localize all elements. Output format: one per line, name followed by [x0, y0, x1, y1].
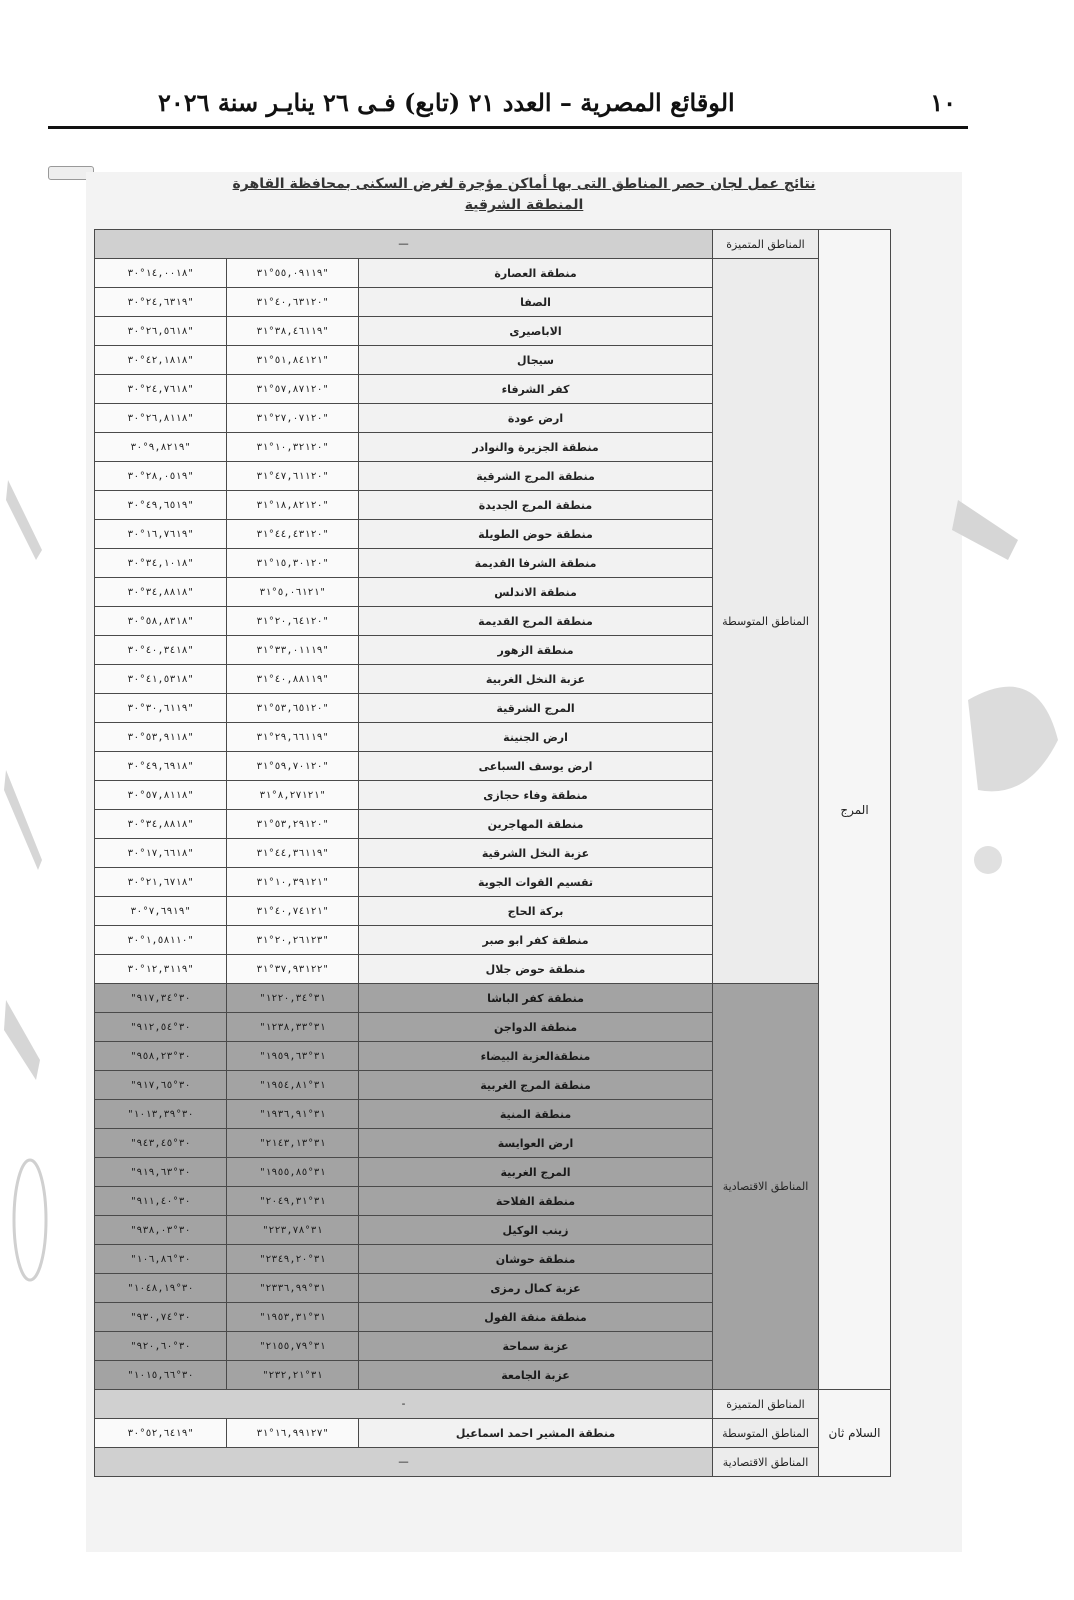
- area-cell: تقسيم القوات الجوية: [359, 868, 713, 897]
- lon-cell: "٥٨,٨٣١٨°٣٠: [95, 607, 227, 636]
- lon-cell: ٣٠°٩١٢,٥٤": [95, 1013, 227, 1042]
- area-cell: منطقة وفاء حجازى: [359, 781, 713, 810]
- lat-cell: "٢٠,٦٤١٢٠°٣١: [227, 607, 359, 636]
- empty-mark: —: [95, 230, 713, 259]
- area-cell: منطقة العصارة: [359, 259, 713, 288]
- lat-cell: "٢٠,٢٦١٢٣°٣١: [227, 926, 359, 955]
- lon-cell: ٣٠°٩٣٠,٧٤": [95, 1303, 227, 1332]
- area-cell: منطقة حوض الطويلة: [359, 520, 713, 549]
- lon-cell: "٢٨,٠٥١٩°٣٠: [95, 462, 227, 491]
- lon-cell: ٣٠°٩١٩,٦٣": [95, 1158, 227, 1187]
- area-cell: عزبة كمال رمزى: [359, 1274, 713, 1303]
- lon-cell: "٢٦,٨١١٨°٣٠: [95, 404, 227, 433]
- area-cell: منطقة حوشان: [359, 1245, 713, 1274]
- lon-cell: ٣٠°٩١٧,٣٤": [95, 984, 227, 1013]
- area-cell: منطقة المرج الغربية: [359, 1071, 713, 1100]
- lat-cell: "٨,٢٧١٢١°٣١: [227, 781, 359, 810]
- area-cell: عزبة النخل الغربية: [359, 665, 713, 694]
- category-label: المناطق المتميزة: [713, 230, 819, 259]
- lat-cell: "٥٣,٢٩١٢٠°٣١: [227, 810, 359, 839]
- lat-cell: "١٨,٨٢١٢٠°٣١: [227, 491, 359, 520]
- area-cell: زينب الوكيل: [359, 1216, 713, 1245]
- category-label: المناطق المتميزة: [713, 1390, 819, 1419]
- area-name: المرج: [819, 230, 891, 1390]
- area-cell: منطقة كفر الباشا: [359, 984, 713, 1013]
- lat-cell: ٣١°١٩٥٣,٣١": [227, 1303, 359, 1332]
- area-cell: الصفا: [359, 288, 713, 317]
- lon-cell: "٣٤,١٠١٨°٣٠: [95, 549, 227, 578]
- area-cell: منطقة حوض جلال: [359, 955, 713, 984]
- lon-cell: "٣٤,٨٨١٨°٣٠: [95, 810, 227, 839]
- area-cell: عزبة سماحة: [359, 1332, 713, 1361]
- area-cell: منطقة الفلاحة: [359, 1187, 713, 1216]
- lon-cell: "١٤,٠٠١٨°٣٠: [95, 259, 227, 288]
- lat-cell: "٣٨,٤٦١١٩°٣١: [227, 317, 359, 346]
- area-cell: عزبة النخل الشرقية: [359, 839, 713, 868]
- lon-cell: "١٢,٣١١٩°٣٠: [95, 955, 227, 984]
- area-cell: منطقة الاندلس: [359, 578, 713, 607]
- lon-cell: "٩,٨٢١٩°٣٠: [95, 433, 227, 462]
- area-cell: منطقة المهاجرين: [359, 810, 713, 839]
- lon-cell: "٣٠,٦١١٩°٣٠: [95, 694, 227, 723]
- lon-cell: "١٦,٧٦١٩°٣٠: [95, 520, 227, 549]
- lat-cell: "٣٧,٩٣١٢٢°٣١: [227, 955, 359, 984]
- lon-cell: "٤٩,٦٥١٩°٣٠: [95, 491, 227, 520]
- table-row: [95, 1390, 891, 1419]
- lon-cell: "٢١,٦٧١٨°٣٠: [95, 868, 227, 897]
- lon-cell: "٢٤,٦٣١٩°٣٠: [95, 288, 227, 317]
- lon-cell: ٣٠°١٠١٣,٣٩": [95, 1100, 227, 1129]
- lat-cell: ٣١°١٩٥٩,٦٣": [227, 1042, 359, 1071]
- table-row: [95, 1419, 891, 1448]
- table-row: [95, 230, 891, 259]
- lon-cell: "٢٦,٥٦١٨°٣٠: [95, 317, 227, 346]
- lon-cell: "٤٩,٦٩١٨°٣٠: [95, 752, 227, 781]
- lon-cell: ٣٠°٩٥٨,٢٣": [95, 1042, 227, 1071]
- lat-cell: ٣١°٢٢٣,٧٨": [227, 1216, 359, 1245]
- lat-cell: "٥٥,٠٩١١٩°٣١: [227, 259, 359, 288]
- lat-cell: "٥٧,٨٧١٢٠°٣١: [227, 375, 359, 404]
- lat-cell: "١٠,٣٩١٢١°٣١: [227, 868, 359, 897]
- lat-cell: "٥١,٨٤١٢١°٣١: [227, 346, 359, 375]
- lon-cell: ٣٠°٩٣٨,٠٣": [95, 1216, 227, 1245]
- area-cell: عزبة الجامعة: [359, 1361, 713, 1390]
- lat-cell: "١٥,٣٠١٢٠°٣١: [227, 549, 359, 578]
- lat-cell: ٣١°٢٣٢,٢١": [227, 1361, 359, 1390]
- area-cell: ارض العوايسة: [359, 1129, 713, 1158]
- area-cell: ارض يوسف السباعى: [359, 752, 713, 781]
- empty-mark: —: [95, 1448, 713, 1477]
- area-cell: المرج الشرقية: [359, 694, 713, 723]
- lon-cell: "٥٧,٨١١٨°٣٠: [95, 781, 227, 810]
- lat-cell: "٢٩,٦٦١١٩°٣١: [227, 723, 359, 752]
- area-cell: منطقة الزهور: [359, 636, 713, 665]
- lat-cell: "٤٠,٦٣١٢٠°٣١: [227, 288, 359, 317]
- table-row: [95, 984, 891, 1013]
- area-cell: منطقة المرج الجديدة: [359, 491, 713, 520]
- category-label: المناطق الاقتصادية: [713, 1448, 819, 1477]
- lon-cell: "٢٤,٧٦١٨°٣٠: [95, 375, 227, 404]
- area-cell: ارض عودة: [359, 404, 713, 433]
- lat-cell: ٣١°٢٣٣٦,٩٩": [227, 1274, 359, 1303]
- table-row: [95, 1448, 891, 1477]
- lat-cell: "٥٩,٧٠١٢٠°٣١: [227, 752, 359, 781]
- watermark-left: [2, 440, 48, 1320]
- lat-cell: "٤٠,٧٤١٢١°٣١: [227, 897, 359, 926]
- lat-cell: ٣١°١٢٣٨,٣٣": [227, 1013, 359, 1042]
- lat-cell: ٣١°٢١٥٥,٧٩": [227, 1332, 359, 1361]
- area-cell: منطقة الشرفا القديمة: [359, 549, 713, 578]
- lon-cell: "٤١,٥٣١٨°٣٠: [95, 665, 227, 694]
- areas-table: [94, 229, 891, 1477]
- lon-cell: "٣٤,٨٨١٨°٣٠: [95, 578, 227, 607]
- lat-cell: "٥,٠٦١٢١°٣١: [227, 578, 359, 607]
- lat-cell: ٣١°٢٣٤٩,٢٠": [227, 1245, 359, 1274]
- lon-cell: ٣٠°١٠١٥,٦٦": [95, 1361, 227, 1390]
- gazette-title: الوقائع المصرية – العدد ٢١ (تابع) فـى ٢٦ ينايـر سنة ٢٠٢٦: [158, 87, 735, 117]
- lat-cell: ٣١°١٩٥٥,٨٥": [227, 1158, 359, 1187]
- lat-cell: ٣١°١٩٥٤,٨١": [227, 1071, 359, 1100]
- lat-cell: "٤٧,٦١١٢٠°٣١: [227, 462, 359, 491]
- area-cell: المرج الغربية: [359, 1158, 713, 1187]
- lat-cell: "٣٣,٠١١١٩°٣١: [227, 636, 359, 665]
- table-title: نتائج عمل لجان حصر المناطق التى بها أماكن مؤجرة لغرض السكنى بمحافظة القاهرة: [232, 176, 816, 192]
- category-label: المناطق الاقتصادية: [713, 984, 819, 1390]
- area-cell: منطقةالعزبة البيضاء: [359, 1042, 713, 1071]
- page-header: [48, 78, 968, 129]
- category-label: المناطق المتوسطة: [713, 1419, 819, 1448]
- area-cell: منطقة منقة الفول: [359, 1303, 713, 1332]
- lon-cell: ٣٠°٩١١,٤٠": [95, 1187, 227, 1216]
- area-cell: منطقة الجزيرة والنوادر: [359, 433, 713, 462]
- table-subtitle: المنطقة الشرقية: [464, 197, 584, 213]
- lon-cell: ٣٠°٩١٧,٦٥": [95, 1071, 227, 1100]
- area-name: السلام ثان: [819, 1390, 891, 1477]
- lat-cell: "١٠,٣٢١٢٠°٣١: [227, 433, 359, 462]
- lat-cell: "٤٤,٣٦١١٩°٣١: [227, 839, 359, 868]
- lon-cell: "١,٥٨١١٠°٣٠: [95, 926, 227, 955]
- area-cell: منطقة الدواجن: [359, 1013, 713, 1042]
- lat-cell: "٢٧,٠٧١٢٠°٣١: [227, 404, 359, 433]
- area-cell: سيجال: [359, 346, 713, 375]
- lat-cell: ٣١°١٩٣٦,٩١": [227, 1100, 359, 1129]
- lat-cell: "٤٠,٨٨١١٩°٣١: [227, 665, 359, 694]
- watermark-right: [948, 500, 1070, 920]
- lat-cell: "٤٤,٤٣١٢٠°٣١: [227, 520, 359, 549]
- area-cell: منطقة المنية: [359, 1100, 713, 1129]
- document-title: [86, 174, 962, 216]
- lon-cell: ٣٠°١٠٤٨,١٩": [95, 1274, 227, 1303]
- lon-cell: "٥٢,٦٤١٩°٣٠: [95, 1419, 227, 1448]
- area-cell: منطقة كفر ابو صبر: [359, 926, 713, 955]
- area-cell: منطقة المرج القديمة: [359, 607, 713, 636]
- area-cell: الاباصيرى: [359, 317, 713, 346]
- area-cell: بركة الحاج: [359, 897, 713, 926]
- lon-cell: ٣٠°٩٢٠,٦٠": [95, 1332, 227, 1361]
- lon-cell: ٣٠°١٠٦,٨٦": [95, 1245, 227, 1274]
- table-row: [95, 259, 891, 288]
- lon-cell: "٥٣,٩١١٨°٣٠: [95, 723, 227, 752]
- lat-cell: ٣١°٢١٤٣,١٣": [227, 1129, 359, 1158]
- lat-cell: ٣١°١٢٢٠,٣٤": [227, 984, 359, 1013]
- area-cell: منطقة المشير احمد اسماعيل: [359, 1419, 713, 1448]
- category-label: المناطق المتوسطة: [713, 259, 819, 984]
- lat-cell: ٣١°٢٠٤٩,٣١": [227, 1187, 359, 1216]
- lon-cell: "٤٢,١٨١٨°٣٠: [95, 346, 227, 375]
- lon-cell: "٧,٦٩١٩°٣٠: [95, 897, 227, 926]
- area-cell: منطقة المرج الشرقية: [359, 462, 713, 491]
- lat-cell: "٥٣,٦٥١٢٠°٣١: [227, 694, 359, 723]
- lat-cell: "١٦,٩٩١٢٧°٣١: [227, 1419, 359, 1448]
- lon-cell: "١٧,٦٦١٨°٣٠: [95, 839, 227, 868]
- area-cell: كفر الشرفاء: [359, 375, 713, 404]
- page-number: ١٠: [930, 87, 956, 117]
- lon-cell: ٣٠°٩٤٣,٤٥": [95, 1129, 227, 1158]
- empty-mark: -: [95, 1390, 713, 1419]
- lon-cell: "٤٠,٣٤١٨°٣٠: [95, 636, 227, 665]
- area-cell: ارض الجنينة: [359, 723, 713, 752]
